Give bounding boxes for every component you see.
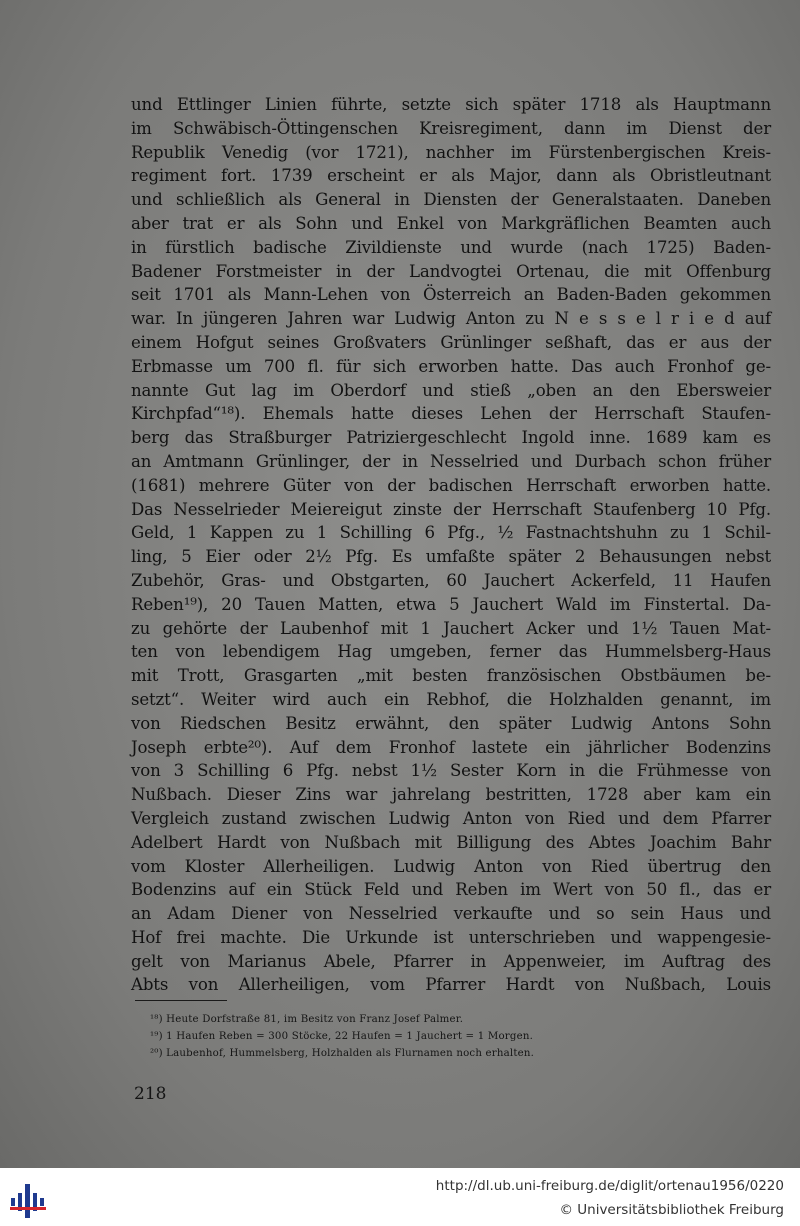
text-line: und schließlich als General in Diensten der Generalstaaten. Daneben [131, 190, 771, 210]
text-line: Joseph erbte²⁰). Auf dem Fronhof lastete ein jährlicher Bodenzins [131, 737, 771, 757]
text-line: zu gehörte der Laubenhof mit 1 Jauchert Acker und 1½ Tauen Mat- [131, 618, 771, 638]
text-line: Vergleich zustand zwischen Ludwig Anton von Ried und dem Pfarrer [131, 808, 771, 828]
text-line: nannte Gut lag im Oberdorf und stieß „oben an den Ebersweier [131, 380, 771, 400]
text-line: von Riedschen Besitz erwähnt, den später Ludwig Antons Sohn [131, 713, 771, 733]
text-line: setzt“. Weiter wird auch ein Rebhof, die Holzhalden genannt, im [131, 689, 771, 709]
text-line: an Amtmann Grünlinger, der in Nesselried und Durbach schon früher [131, 451, 771, 471]
text-line: von 3 Schilling 6 Pfg. nebst 1½ Sester Korn in die Frühmesse von [131, 761, 771, 781]
footnote-line: ¹⁹) 1 Haufen Reben = 300 Stöcke, 22 Haufen = 1 Jauchert = 1 Morgen. [150, 1031, 534, 1042]
text-line: berg das Straßburger Patriziergeschlecht Ingold inne. 1689 kam es [131, 428, 771, 448]
text-line: Das Nesselrieder Meiereigut zinste der Herrschaft Staufenberg 10 Pfg. [131, 499, 771, 519]
text-line: Reben¹⁹), 20 Tauen Matten, etwa 5 Jauchert Wald im Finstertal. Da- [131, 594, 771, 614]
text-line: ten von lebendigem Hag umgeben, ferner das Hummelsberg-Haus [131, 642, 771, 662]
footnote-line: ²⁰) Laubenhof, Hummelsberg, Holzhalden als Flurnamen noch erhalten. [150, 1048, 535, 1059]
text-line: mit Trott, Grasgarten „mit besten französischen Obstbäumen be- [131, 666, 771, 686]
page-number: 218 [134, 1084, 167, 1104]
text-line: aber trat er als Sohn und Enkel von Markgräflichen Beamten auch [131, 213, 771, 233]
text-line: gelt von Marianus Abele, Pfarrer in Appenweier, im Auftrag des [131, 951, 771, 971]
body-text [131, 93, 771, 997]
text-line: Nußbach. Dieser Zins war jahrelang bestritten, 1728 aber kam ein [131, 785, 771, 805]
text-line: Erbmasse um 700 fl. für sich erworben hatte. Das auch Fronhof ge- [131, 356, 771, 376]
footer-bar [0, 1168, 800, 1226]
footnote-line: ¹⁸) Heute Dorfstraße 81, im Besitz von Franz Josef Palmer. [150, 1014, 464, 1025]
text-line: vom Kloster Allerheiligen. Ludwig Anton von Ried übertrug den [131, 856, 771, 876]
text-line: (1681) mehrere Güter von der badischen Herrschaft erworben hatte. [131, 475, 771, 495]
text-line: einem Hofgut seines Großvaters Grünlinger seßhaft, das er aus der [131, 332, 771, 352]
text-line: war. In jüngeren Jahren war Ludwig Anton zu N e s s e l r i e d auf [131, 309, 771, 329]
footnotes [150, 1011, 750, 1062]
text-line: Abts von Allerheiligen, vom Pfarrer Hardt von Nußbach, Louis [131, 975, 771, 995]
footnote-rule [135, 1000, 227, 1001]
text-line: seit 1701 als Mann-Lehen von Österreich an Baden-Baden gekommen [131, 285, 771, 305]
text-line: ling, 5 Eier oder 2½ Pfg. Es umfaßte später 2 Behausungen nebst [131, 547, 771, 567]
text-line: Geld, 1 Kappen zu 1 Schilling 6 Pfg., ½ Fastnachtshuhn zu 1 Schil- [131, 523, 771, 543]
text-line: Hof frei machte. Die Urkunde ist unterschrieben und wappengesie- [131, 927, 771, 947]
text-line: regiment fort. 1739 erscheint er als Major, dann als Obristleutnant [131, 166, 771, 186]
text-line: Bodenzins auf ein Stück Feld und Reben im Wert von 50 fl., das er [131, 880, 771, 900]
text-line: Adelbert Hardt von Nußbach mit Billigung des Abtes Joachim Bahr [131, 832, 771, 852]
text-line: Zubehör, Gras- und Obstgarten, 60 Jauchert Ackerfeld, 11 Haufen [131, 570, 771, 590]
text-line: Badener Forstmeister in der Landvogtei Ortenau, die mit Offenburg [131, 261, 771, 281]
university-library-logo-icon [10, 1176, 52, 1220]
text-line: an Adam Diener von Nesselried verkaufte und so sein Haus und [131, 904, 771, 924]
text-line: und Ettlinger Linien führte, setzte sich später 1718 als Hauptmann [131, 95, 771, 114]
text-line: Republik Venedig (vor 1721), nachher im Fürstenbergischen Kreis- [131, 142, 771, 162]
footer-url-link[interactable]: http://dl.ub.uni-freiburg.de/diglit/ortenau1956/0220 [435, 1178, 784, 1194]
text-line: in fürstlich badische Zivildienste und wurde (nach 1725) Baden- [131, 237, 771, 257]
footer-copyright: © Universitätsbibliothek Freiburg [559, 1202, 784, 1218]
text-line: Kirchpfad“¹⁸). Ehemals hatte dieses Lehen der Herrschaft Staufen- [131, 404, 771, 424]
text-line: im Schwäbisch-Öttingenschen Kreisregiment, dann im Dienst der [131, 118, 771, 138]
